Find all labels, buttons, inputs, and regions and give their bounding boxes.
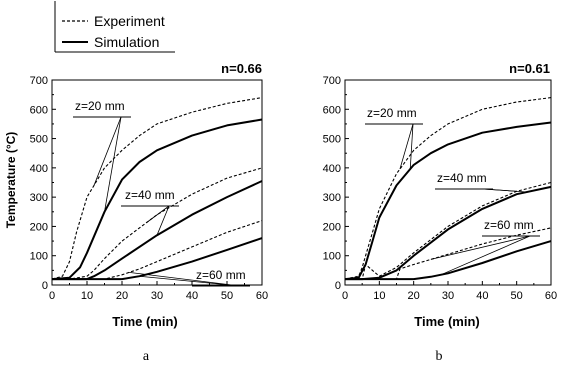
x-tick-label: 60 — [255, 290, 269, 302]
x-tick-label: 0 — [341, 290, 349, 302]
y-tick-label: 500 — [322, 133, 341, 146]
panel-a-title: n=0.66 — [221, 61, 262, 76]
y-tick-label: 400 — [322, 162, 341, 175]
annotation-label: z=60 mm — [484, 218, 534, 232]
annotation-label: z=20 mm — [367, 106, 417, 120]
y-tick-label: 700 — [29, 75, 48, 87]
legend — [55, 1, 175, 52]
panel-b-caption: b — [435, 349, 443, 364]
x-tick-label: 60 — [544, 290, 558, 302]
annotation-label: z=40 mm — [437, 171, 487, 185]
panel-b-title: n=0.61 — [509, 61, 550, 76]
x-tick-label: 0 — [48, 290, 56, 302]
x-tick-label: 20 — [407, 290, 420, 302]
panel-a-xlabel: Time (min) — [112, 314, 178, 329]
x-tick-label: 30 — [441, 290, 455, 302]
panel-b-xlabel: Time (min) — [414, 314, 480, 329]
y-tick-label: 300 — [322, 192, 341, 205]
y-tick-label: 500 — [29, 133, 48, 146]
x-tick-label: 10 — [373, 290, 386, 302]
y-tick-label: 300 — [29, 192, 48, 205]
y-tick-label: 100 — [322, 250, 341, 263]
annotation-label: z=60 mm — [196, 268, 246, 282]
annotation-pointer — [441, 236, 530, 275]
y-tick-label: 200 — [322, 221, 341, 234]
panel-a-ylabel: Temperature (°C) — [4, 131, 18, 229]
x-tick-label: 40 — [476, 290, 489, 302]
panel-b — [323, 61, 557, 364]
x-tick-label: 50 — [510, 290, 523, 302]
y-tick-label: 100 — [29, 250, 48, 263]
y-tick-label: 400 — [29, 162, 48, 175]
series-line-simulation-z-40-mm — [345, 187, 551, 279]
series-line-experiment-z-20-mm — [345, 98, 551, 280]
legend-simulation-label: Simulation — [94, 34, 160, 50]
x-tick-label: 30 — [150, 290, 164, 302]
y-tick-label: 700 — [322, 75, 341, 87]
x-tick-label: 20 — [115, 290, 129, 302]
panel-a-caption: a — [142, 349, 150, 364]
y-tick-label: 200 — [29, 221, 48, 234]
x-tick-label: 40 — [185, 290, 199, 302]
x-tick-label: 50 — [220, 290, 234, 302]
legend-experiment-label: Experiment — [94, 13, 165, 29]
y-tick-label: 600 — [322, 104, 341, 117]
series-line-experiment-z-40-mm — [52, 168, 262, 279]
panel-a — [4, 61, 268, 364]
y-tick-label: 600 — [29, 104, 48, 117]
y-tick-label: 0 — [334, 280, 341, 292]
x-tick-label: 10 — [80, 290, 94, 302]
annotation-label: z=20 mm — [75, 99, 125, 113]
annotation-pointer — [94, 117, 121, 185]
annotation-pointer — [431, 236, 530, 259]
y-tick-label: 0 — [41, 280, 48, 292]
annotation-label: z=40 mm — [125, 188, 175, 202]
